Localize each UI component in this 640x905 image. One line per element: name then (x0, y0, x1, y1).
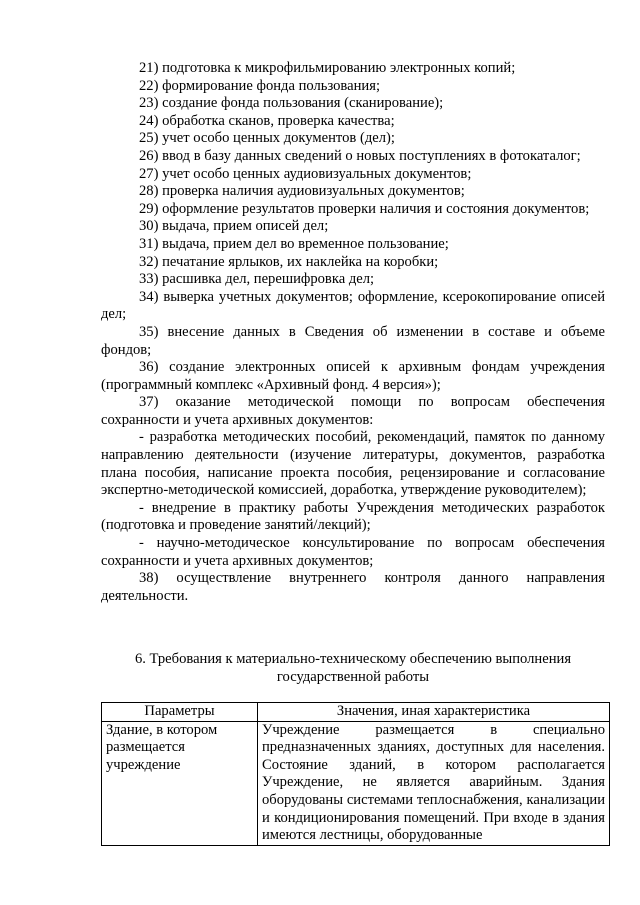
requirements-table (101, 702, 610, 846)
list-item: 26) ввод в базу данных сведений о новых поступлениях в фотокаталог; (139, 147, 581, 164)
list-item: 23) создание фонда пользования (сканирование); (139, 95, 444, 112)
list-item: - разработка методических пособий, рекомендаций, памяток по данному направлению деятельности (изучение литературы, документов, разработка плана пособия, написание проекта пособия, рецензирование и согласование экспертно-методической комиссией, доработка, утверждение руководителем); (101, 429, 605, 499)
column-header: Значения, иная характеристика (258, 703, 610, 722)
table-cell-value: Учреждение размещается в специально предназначенных зданиях, доступных для населения. Состояние зданий, в котором располагается Учреждение, не является аварийным. Здания оборудованы системами теплоснабжения, канализации и кондиционирования помещений. При входе в здания имеются лестницы, оборудованные (258, 721, 610, 845)
list-item: 28) проверка наличия аудиовизуальных документов; (139, 183, 465, 200)
list-item: 37) оказание методической помощи по вопросам обеспечения сохранности и учета архивных документов: (101, 394, 605, 428)
list-item: 35) внесение данных в Сведения об изменении в составе и объеме фондов; (101, 323, 605, 358)
list-item: 31) выдача, прием дел во временное пользование; (139, 235, 449, 252)
list-item: 34) выверка учетных документов; оформление, ксерокопирование описей дел; (101, 288, 605, 323)
list-item: 32) печатание ярлыков, их наклейка на коробки; (139, 253, 439, 270)
list-item: - внедрение в практику работы Учреждения методических разработок (подготовка и проведение занятий/лекций); (101, 499, 605, 534)
list-item: 25) учет особо ценных документов (дел); (139, 130, 395, 147)
list-item: 33) расшивка дел, перешифровка дел; (139, 271, 375, 288)
list-item: 30) выдача, прием описей дел; (139, 218, 329, 235)
list-item: - научно-методическое консультирование по вопросам обеспечения сохранности и учета архивных документов; (101, 535, 605, 569)
list-item: 24) обработка сканов, проверка качества; (139, 112, 395, 129)
list-item: 38) осуществление внутреннего контроля данного направления деятельности. (101, 570, 605, 604)
list-item: 22) формирование фонда пользования; (139, 77, 380, 94)
column-header: Параметры (102, 703, 258, 722)
section-title (101, 651, 605, 686)
list-item: 27) учет особо ценных аудиовизуальных документов; (139, 165, 472, 182)
list-item: 21) подготовка к микрофильмированию электронных копий; (139, 60, 516, 76)
numbered-list (101, 60, 605, 605)
table-row (102, 721, 610, 845)
table-cell-param: Здание, в котором размещается учреждение (102, 721, 258, 845)
list-item: 36) создание электронных описей к архивным фондам учреждения (программный комплекс «Архивный фонд. 4 версия»); (101, 359, 605, 393)
section-title-line: 6. Требования к материально-техническому обеспечению выполнения (134, 651, 572, 667)
table-header-row (102, 703, 610, 722)
list-item: 29) оформление результатов проверки наличия и состояния документов; (139, 200, 590, 217)
section-title-line: государственной работы (276, 668, 430, 685)
